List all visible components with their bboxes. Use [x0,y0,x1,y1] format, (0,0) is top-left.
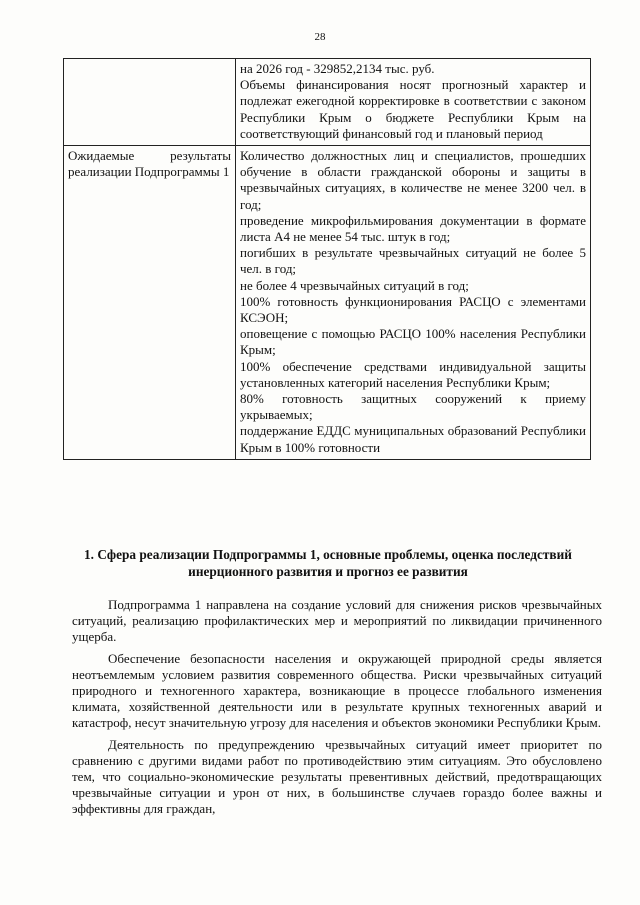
table-row-financing [64,59,591,146]
paragraph: Подпрограмма 1 направлена на создание условий для снижения рисков чрезвычайных ситуаций, реализацию профилактических мер и мероприятий по ликвидации причиненного ущерба. [72,597,602,645]
subprogram-passport-table [63,58,591,460]
table-row-expected-results [64,146,591,460]
financing-2026-line: на 2026 год - 329852,2134 тыс. руб. [240,61,435,76]
result-item: погибших в результате чрезвычайных ситуаций не более 5 чел. в год; [240,245,586,277]
row-value-expected-results [236,146,591,460]
paragraph: Деятельность по предупреждению чрезвычайных ситуаций имеет приоритет по сравнению с другими видами работ по противодействию этим ситуациям. Это обусловлено тем, что социально-экономические результаты превентивных действий, предотвращающих чрезвычайные ситуации и урон от них, в большинстве случаев гораздо более важны и эффективны для граждан, [72,736,602,817]
page-number: 28 [314,31,326,43]
row-label-expected-results: Ожидаемые результаты реализации Подпрограммы 1 [64,146,236,460]
result-item: Количество должностных лиц и специалистов, прошедших обучение в области гражданской обороны и защиты в чрезвычайных ситуациях, в количестве не менее 3200 чел. в год; [240,148,586,212]
result-item: 80% готовность защитных сооружений к приему укрываемых; [240,391,586,423]
result-item: не более 4 чрезвычайных ситуаций в год; [240,277,469,293]
section-heading: 1. Сфера реализации Подпрограммы 1, основные проблемы, оценка последствий инерционного развития и прогноз ее развития [84,547,572,579]
result-item: 100% готовность функционирования РАСЦО с элементами КСЭОН; [240,293,586,326]
result-item: проведение микрофильмирования документации в формате листа А4 не менее 54 тыс. штук в год; [240,212,586,245]
row-label-financing [64,59,236,146]
result-item: поддержание ЕДДС муниципальных образований Республики Крым в 100% готовности [240,423,586,455]
result-item: оповещение с помощью РАСЦО 100% населения Республики Крым; [240,326,586,358]
section-body [72,597,602,823]
paragraph: Обеспечение безопасности населения и окружающей природной среды является неотъемлемым условием развития современного общества. Риски чрезвычайных ситуаций природного и техногенного характера, возникающие в процессе глобального изменения климата, хозяйственной деятельности или в результате крупных техногенных аварий и катастроф, несут значительную угрозу для населения и объектов экономики Республики Крым. [72,650,602,731]
row-value-financing [236,59,591,146]
financing-note: Объемы финансирования носят прогнозный характер и подлежат ежегодной корректировке в соответствии с законом Республики Крым о бюджете Республики Крым на соответствующий финансовый год и плановый период [240,77,586,141]
result-item: 100% обеспечение средствами индивидуальной защиты установленных категорий населения Республики Крым; [240,358,586,390]
